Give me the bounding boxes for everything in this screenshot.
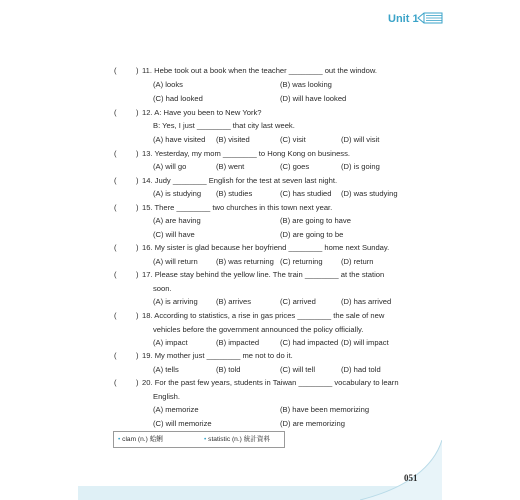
- option-c: (C) arrived: [280, 297, 316, 306]
- answer-blank-close: ): [136, 378, 139, 387]
- question-text: [142, 243, 389, 253]
- vocab-item: [204, 435, 270, 444]
- option-d: (D) return: [341, 257, 374, 266]
- option-c: (C) had impacted: [280, 338, 339, 347]
- question-number: 16.: [142, 243, 153, 252]
- answer-blank-open: (: [114, 351, 117, 360]
- question-number: 13.: [142, 149, 153, 158]
- option-b: (B) went: [216, 162, 245, 171]
- question-text: [142, 149, 350, 159]
- question-line: soon.: [153, 284, 172, 293]
- option-d: (D) will impact: [341, 338, 389, 347]
- answer-blank-close: ): [136, 270, 139, 279]
- question-line: For the past few years, students in Taiwan ________ vocabulary to learn: [154, 378, 399, 387]
- option-d: (D) will visit: [341, 135, 380, 144]
- question-line: My mother just ________ me not to do it.: [154, 351, 293, 360]
- question-text: [142, 203, 332, 213]
- answer-blank-close: ): [136, 149, 139, 158]
- option-a: (A) have visited: [153, 135, 206, 144]
- option-c: (C) had looked: [153, 94, 203, 103]
- question-number: 20.: [142, 378, 153, 387]
- question-text: [142, 378, 399, 388]
- option-d: (D) are going to be: [280, 230, 344, 239]
- option-a: (A) are having: [153, 216, 201, 225]
- question-line: According to statistics, a rise in gas prices ________ the sale of new: [154, 311, 385, 320]
- question-text: [142, 351, 293, 361]
- question-number: 14.: [142, 176, 153, 185]
- question-line: Yesterday, my mom ________ to Hong Kong on business.: [154, 149, 350, 158]
- option-d: (D) are memorizing: [280, 419, 345, 428]
- option-d: (D) had told: [341, 365, 381, 374]
- option-c: (C) will memorize: [153, 419, 212, 428]
- answer-blank-close: ): [136, 351, 139, 360]
- question-number: 12.: [142, 108, 153, 117]
- question-line: vehicles before the government announced the policy officially.: [153, 325, 364, 334]
- option-b: (B) impacted: [216, 338, 260, 347]
- option-a: (A) is studying: [153, 189, 202, 198]
- answer-blank-close: ): [136, 176, 139, 185]
- question-number: 11.: [142, 66, 152, 75]
- answer-blank-open: (: [114, 270, 117, 279]
- option-c: (C) goes: [280, 162, 310, 171]
- question-line: English.: [153, 392, 181, 401]
- question-text: [142, 176, 337, 186]
- option-a: (A) will go: [153, 162, 187, 171]
- option-c: (C) has studied: [280, 189, 332, 198]
- option-b: (B) visited: [216, 135, 250, 144]
- answer-blank-close: ): [136, 203, 139, 212]
- option-b: (B) was returning: [216, 257, 274, 266]
- option-c: (C) visit: [280, 135, 306, 144]
- pencil-icon: [417, 11, 443, 25]
- question-number: 17.: [142, 270, 153, 279]
- option-d: (D) has arrived: [341, 297, 392, 306]
- option-c: (C) will have: [153, 230, 195, 239]
- unit-title: Unit 1: [388, 13, 419, 25]
- question-line: There ________ two churches in this town next year.: [154, 203, 333, 212]
- option-d: (D) was studying: [341, 189, 398, 198]
- answer-blank-open: (: [114, 108, 117, 117]
- question-number: 15.: [142, 203, 153, 212]
- question-line: A: Have you been to New York?: [154, 108, 262, 117]
- question-line: Judy ________ English for the test at seven last night.: [154, 176, 338, 185]
- page-curl-icon: [360, 440, 442, 500]
- answer-blank-close: ): [136, 243, 139, 252]
- option-a: (A) is arriving: [153, 297, 198, 306]
- vocabulary-box: [113, 431, 285, 448]
- option-b: (B) have been memorizing: [280, 405, 370, 414]
- answer-blank-open: (: [114, 203, 117, 212]
- option-b: (B) studies: [216, 189, 253, 198]
- answer-blank-close: ): [136, 66, 139, 75]
- option-c: (C) will tell: [280, 365, 316, 374]
- option-b: (B) arrives: [216, 297, 252, 306]
- question-text: [142, 66, 377, 76]
- bullet-icon: •: [204, 436, 207, 443]
- option-d: (D) is going: [341, 162, 380, 171]
- page-number: 051: [404, 473, 418, 483]
- question-number: 18.: [142, 311, 153, 320]
- option-b: (B) are going to have: [280, 216, 351, 225]
- answer-blank-open: (: [114, 149, 117, 158]
- question-line: My sister is glad because her boyfriend ________ home next Sunday.: [154, 243, 390, 252]
- vocab-term: statistic (n.) 統計資料: [208, 436, 271, 443]
- option-a: (A) will return: [153, 257, 198, 266]
- answer-blank-open: (: [114, 243, 117, 252]
- option-a: (A) tells: [153, 365, 179, 374]
- answer-blank-open: (: [114, 311, 117, 320]
- vocab-term: clam (n.) 蛤蜊: [122, 436, 163, 443]
- question-line: Please stay behind the yellow line. The train ________ at the station: [154, 270, 385, 279]
- question-text: [142, 270, 384, 280]
- answer-blank-close: ): [136, 311, 139, 320]
- answer-blank-open: (: [114, 378, 117, 387]
- bullet-icon: •: [118, 436, 121, 443]
- option-d: (D) will have looked: [280, 94, 347, 103]
- question-line: Hebe took out a book when the teacher ________ out the window.: [154, 66, 378, 75]
- answer-blank-close: ): [136, 108, 139, 117]
- option-b: (B) told: [216, 365, 241, 374]
- option-b: (B) was looking: [280, 80, 332, 89]
- option-a: (A) looks: [153, 80, 183, 89]
- answer-blank-open: (: [114, 66, 117, 75]
- question-text: [142, 108, 262, 118]
- option-c: (C) returning: [280, 257, 323, 266]
- question-text: [142, 311, 384, 321]
- question-number: 19.: [142, 351, 153, 360]
- option-a: (A) impact: [153, 338, 188, 347]
- vocab-item: [118, 435, 163, 444]
- answer-blank-open: (: [114, 176, 117, 185]
- question-line: B: Yes, I just ________ that city last week.: [153, 121, 295, 130]
- option-a: (A) memorize: [153, 405, 199, 414]
